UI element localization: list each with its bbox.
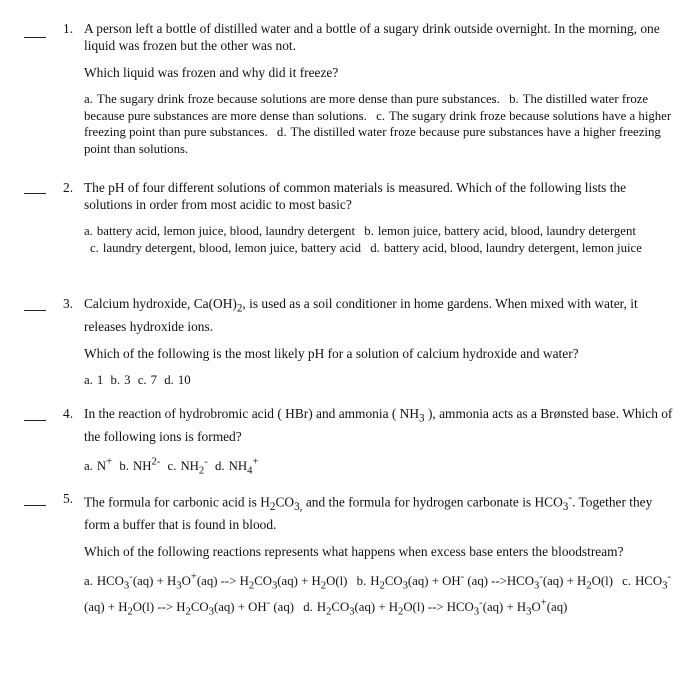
- answer-choices: [84, 455, 676, 480]
- choice-b[interactable]: b. lemon juice, battery acid, blood, laundry detergent: [364, 224, 636, 238]
- choice-c[interactable]: c. The sugary drink froze because solutions have a higher freezing point than pure substances.: [84, 108, 672, 139]
- question-number: 5.: [63, 491, 74, 506]
- choice-d[interactable]: d. 10: [164, 372, 191, 387]
- question-text: In the reaction of hydrobromic acid ( HBr) and ammonia ( $NH_3$ ), ammonia acts as a Brønsted base. Which of the following ions is formed?: [84, 406, 673, 444]
- question-text: The pH of four different solutions of common materials is measured. Which of the following lists the solutions in order from most acidic to most basic?: [84, 180, 627, 212]
- choice-d[interactable]: d. battery acid, blood, laundry detergent, lemon juice: [370, 240, 642, 255]
- choice-a[interactable]: a. 1: [84, 372, 104, 387]
- answer-blank-3[interactable]: [24, 310, 46, 311]
- question-number: 3.: [63, 296, 74, 311]
- choice-c[interactable]: c. laundry detergent, blood, lemon juice, battery acid: [90, 240, 361, 255]
- question-number: 4.: [63, 406, 74, 421]
- choice-d[interactable]: d. $H_2CO_3(aq) + H_2O(l)$ --> $HCO_3^-(aq) + H_3O^+(aq)$: [303, 597, 568, 618]
- answer-choices: [84, 372, 676, 389]
- choice-a[interactable]: a. The sugary drink froze because solutions are more dense than pure substances.: [84, 92, 500, 106]
- choice-b[interactable]: b. The distilled water froze because pure substances are more dense than solutions.: [84, 92, 649, 123]
- question-prompt: Which of the following reactions represents what happens when excess base enters the bloodstream?: [84, 544, 624, 560]
- question-text: Calcium hydroxide, $Ca(OH)_2$, is used as a soil conditioner in home gardens. When mixed with water, it releases hydroxide ions.: [84, 296, 638, 334]
- choice-c[interactable]: c. 7: [137, 372, 158, 387]
- answer-blank-1[interactable]: [24, 37, 46, 38]
- answer-blank-4[interactable]: [24, 420, 46, 421]
- question-prompt: Which of the following is the most likely pH for a solution of calcium hydroxide and water?: [84, 345, 579, 361]
- choice-a[interactable]: a. N+: [84, 456, 113, 473]
- choice-c[interactable]: c. $HCO_3^-(aq) + H_2O(l)$ --> $H_2CO_3(aq) + OH^-$ (aq): [84, 572, 671, 618]
- answer-choices: [84, 570, 676, 621]
- choice-b[interactable]: b. $H_2CO_3(aq) + OH^-$ (aq) $-->HCO_3^-(aq) + H_2O(l)$: [356, 572, 613, 592]
- choice-d[interactable]: d. The distilled water froze because pure substances have a higher freezing point than solutions.: [84, 125, 661, 156]
- question-number: 2.: [63, 180, 74, 195]
- choice-d[interactable]: d. $NH_4^+$: [215, 456, 259, 477]
- answer-blank-2[interactable]: [24, 193, 46, 194]
- question-text: A person left a bottle of distilled water and a bottle of a sugary drink outside overnight. In the morning, one liquid was frozen but the other was not.: [84, 21, 660, 53]
- question-number: 1.: [63, 21, 74, 36]
- question-prompt: Which liquid was frozen and why did it freeze?: [84, 65, 339, 80]
- answer-choices: [84, 91, 676, 157]
- choice-a[interactable]: a. battery acid, lemon juice, blood, laundry detergent: [84, 224, 355, 238]
- choice-b[interactable]: b. $NH^{2-}$: [119, 456, 161, 473]
- question-text: The formula for carbonic acid is $H_2CO_{3,}$ and the formula for hydrogen carbonate is $HCO_3^-$. Together they form a buffer that is found in blood.: [84, 492, 653, 533]
- choice-c[interactable]: c. $NH_2^-$: [167, 456, 208, 477]
- answer-choices: [84, 223, 676, 256]
- answer-blank-5[interactable]: [24, 505, 46, 506]
- choice-a[interactable]: a. $HCO_3^-(aq) + H_3O^+(aq)$ --> $H_2CO_3(aq) + H_2O(l)$: [84, 572, 348, 592]
- choice-b[interactable]: b. 3: [110, 372, 131, 387]
